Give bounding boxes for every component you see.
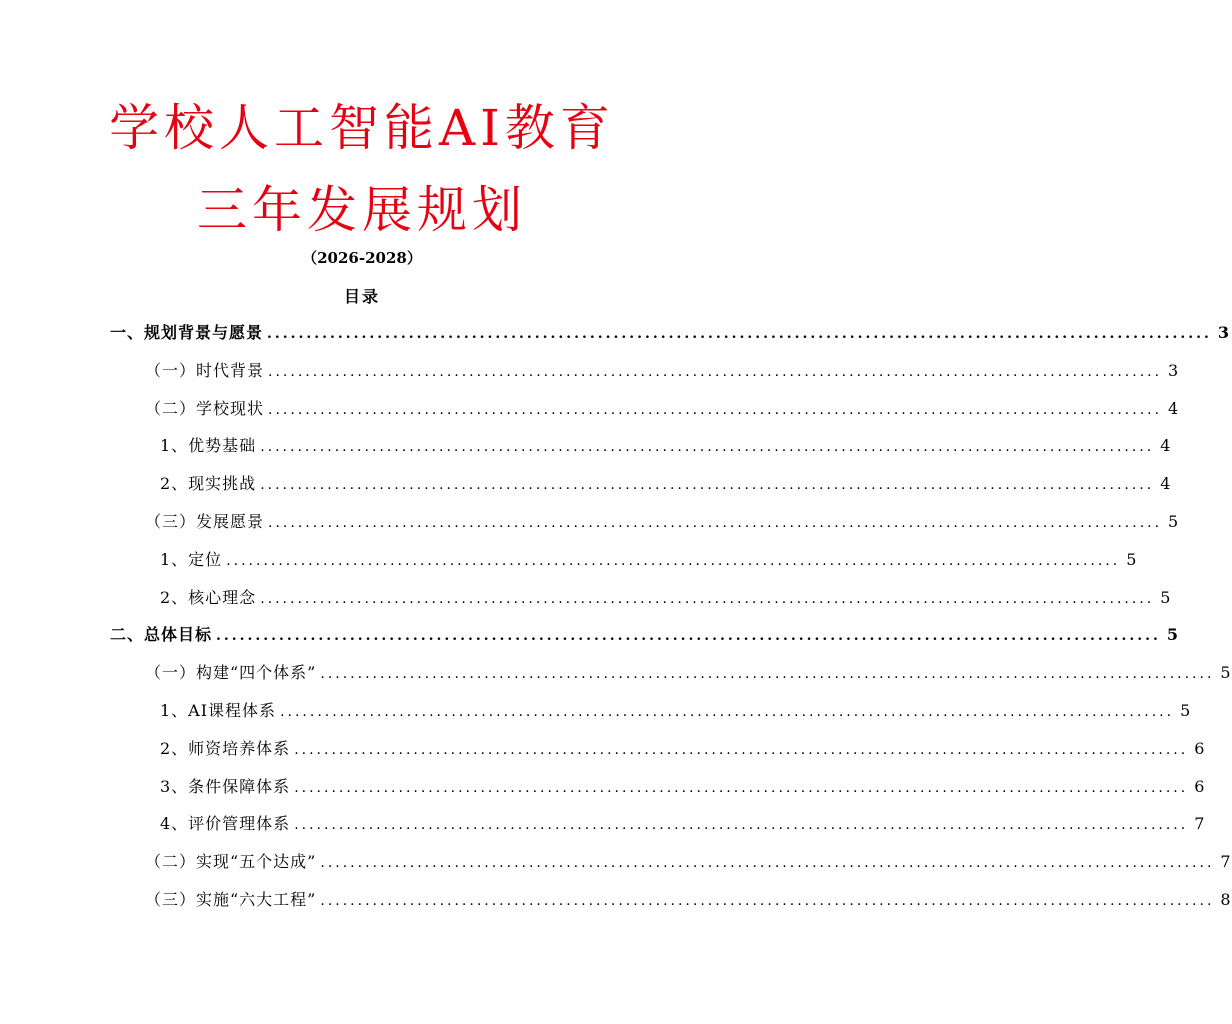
toc-dot-leader: ........................................................................................................................ xyxy=(226,552,1121,569)
toc-dot-leader: ........................................................................................................................ xyxy=(320,855,1215,872)
toc-page-number: 4 xyxy=(1160,474,1172,494)
toc-entry[interactable] xyxy=(145,849,1232,875)
toc-page-number: 6 xyxy=(1194,738,1206,758)
toc-entry-title: 1、定位 xyxy=(160,549,223,569)
toc-dot-leader: ........................................................................................................................ xyxy=(320,893,1215,909)
document-title-line-1: 学校人工智能AI教育 xyxy=(109,99,615,157)
toc-entry[interactable] xyxy=(145,887,1232,913)
toc-entry-title: （二）实现“五个达成” xyxy=(145,852,317,872)
toc-entry[interactable] xyxy=(145,396,1180,422)
toc-entry[interactable] xyxy=(110,622,1180,648)
toc-entry[interactable] xyxy=(160,471,1172,497)
toc-entry[interactable] xyxy=(110,320,1231,346)
toc-dot-leader: ........................................................................................................................ xyxy=(294,741,1189,758)
toc-entry-title: 二、总体目标 xyxy=(110,625,213,645)
toc-page-number: 7 xyxy=(1194,814,1206,834)
toc-page-number: 5 xyxy=(1180,701,1192,720)
toc-dot-leader: ........................................................................................................................ xyxy=(216,628,1161,645)
toc-heading: 目录 xyxy=(343,287,380,306)
toc-dot-leader: ........................................................................................................................ xyxy=(260,590,1155,607)
toc-dot-leader: ........................................................................................................................ xyxy=(294,779,1189,796)
toc-entry-title: 2、师资培养体系 xyxy=(160,738,291,758)
toc-entry-title: 1、AI课程体系 xyxy=(160,701,277,720)
toc-entry-title: （一）构建“四个体系” xyxy=(145,663,317,683)
toc-page-number: 7 xyxy=(1220,852,1232,872)
toc-page-number: 5 xyxy=(1160,587,1172,607)
toc-entry[interactable] xyxy=(145,358,1180,384)
toc-page-number: 3 xyxy=(1217,323,1231,342)
toc-entry[interactable] xyxy=(160,433,1172,459)
toc-entry-title: 4、评价管理体系 xyxy=(160,814,291,834)
toc-entry-title: （二）学校现状 xyxy=(145,398,265,418)
toc-entry[interactable] xyxy=(145,660,1232,686)
toc-entry-title: （三）实施“六大工程” xyxy=(145,890,317,909)
toc-dot-leader: ........................................................................................................................ xyxy=(267,326,1212,342)
toc-entry-title: 一、规划背景与愿景 xyxy=(110,323,264,342)
toc-page-number: 5 xyxy=(1220,663,1232,683)
toc-page-number: 5 xyxy=(1168,512,1180,531)
toc-entry-title: 1、优势基础 xyxy=(160,436,257,456)
toc-dot-leader: ........................................................................................................................ xyxy=(268,515,1163,531)
toc-page-number: 8 xyxy=(1220,890,1232,909)
toc-page-number: 4 xyxy=(1168,398,1180,418)
toc-entry-title: 2、核心理念 xyxy=(160,587,257,607)
document-title-line-2: 三年发展规划 xyxy=(197,181,527,239)
toc-entry-title: （三）发展愿景 xyxy=(145,512,265,531)
toc-page-number: 6 xyxy=(1194,776,1206,796)
toc-dot-leader: ........................................................................................................................ xyxy=(268,401,1163,418)
toc-dot-leader: ........................................................................................................................ xyxy=(268,363,1163,380)
toc-entry[interactable] xyxy=(160,736,1206,762)
toc-entry-title: 3、条件保障体系 xyxy=(160,776,291,796)
toc-dot-leader: ........................................................................................................................ xyxy=(294,817,1189,834)
toc-entry[interactable] xyxy=(160,698,1192,724)
toc-page-number: 5 xyxy=(1166,625,1180,645)
toc-entry-title: 2、现实挑战 xyxy=(160,474,257,494)
toc-entry[interactable] xyxy=(145,509,1180,535)
toc-dot-leader: ........................................................................................................................ xyxy=(260,477,1155,494)
toc-entry[interactable] xyxy=(160,547,1138,573)
toc-dot-leader: ........................................................................................................................ xyxy=(320,666,1215,683)
toc-page-number: 4 xyxy=(1160,436,1172,456)
plan-years: （2026-2028） xyxy=(302,249,422,267)
toc-dot-leader: ........................................................................................................................ xyxy=(280,704,1175,720)
toc-page-number: 3 xyxy=(1168,360,1180,380)
toc-entry[interactable] xyxy=(160,585,1172,611)
toc-entry-title: （一）时代背景 xyxy=(145,360,265,380)
toc-entry[interactable] xyxy=(160,774,1206,800)
toc-dot-leader: ........................................................................................................................ xyxy=(260,439,1155,456)
toc-entry[interactable] xyxy=(160,811,1206,837)
toc-page-number: 5 xyxy=(1126,549,1138,569)
